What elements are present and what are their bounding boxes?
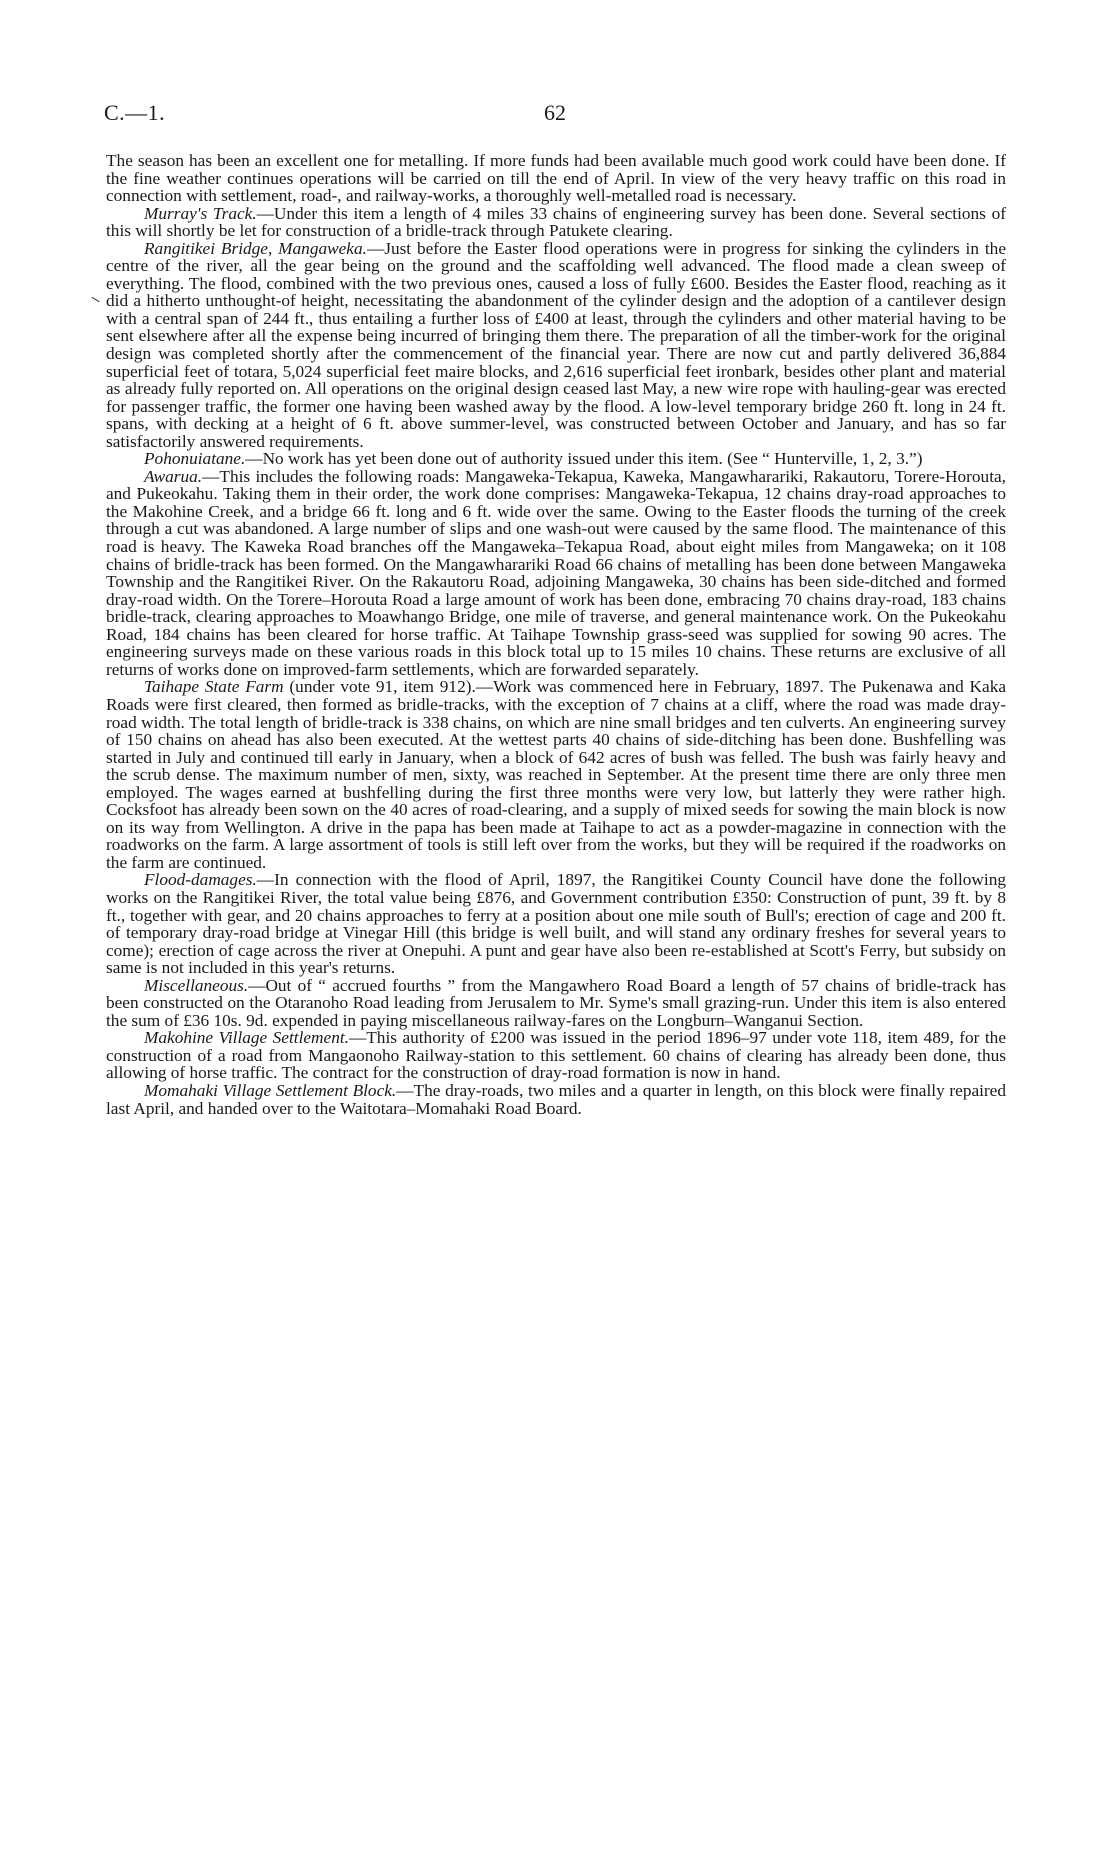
- paragraph-text: —Under this item a length of 4 miles 33 chains of engineering survey has been done. Several sections of this will shortly be let for construction of a bridle-track through Patukete clearing.: [106, 203, 1006, 241]
- paragraph-pohonuiatane: [106, 450, 1006, 468]
- paragraph-murrays-track: [106, 205, 1006, 240]
- paragraph-text: —In connection with the flood of April, 1897, the Rangitikei County Council have done the following works on the Rangitikei River, the total value being £876, and Government contribution £350: Construction of punt, 39 ft. by 8 ft., together with gear, and 20 chains approaches to ferry at a position about one mile south of Bull's; erection of cage and 200 ft. of temporary dray-road bridge at Vinegar Hill (this bridge is well built, and will stand any ordinary freshes for several years to come); erection of cage across the river at Onepuhi. A punt and gear have also been re-established at Scott's Ferry, but subsidy on same is not included in this year's returns.: [106, 870, 1006, 978]
- document-reference: C.—1.: [104, 100, 166, 125]
- paragraph-season-metalling: [106, 152, 1006, 205]
- paragraph-heading: Rangitikei Bridge, Mangaweka.: [144, 238, 367, 258]
- paragraph-heading: Miscellaneous.: [144, 975, 249, 995]
- paragraph-heading: Taihape State Farm: [144, 677, 284, 697]
- paragraph-text: —This includes the following roads: Mangaweka-Tekapua, Kaweka, Mangawharariki, Rakautoru, Torere-Horouta, and Pukeokahu. Taking them in their order, the work done comprises: Mangaweka-Tekapua, 12 chains dray-road approaches to the Makohine Creek, and a bridge 66 ft. long and 6 ft. wide over the same. Owing to the Easter floods the turning of the creek through a cut was abandoned. A large number of slips and one wash-out were caused by the same flood. The maintenance of this road is heavy. The Kaweka Road branches off the Mangaweka–Tekapua Road, about eight miles from Mangaweka; on it 108 chains of bridle-track has been formed. On the Mangawharariki Road 66 chains of metalling has been done between Mangaweka Township and the Rangitikei River. On the Rakautoru Road, adjoining Mangaweka, 30 chains has been side-ditched and formed dray-road width. On the Torere–Horouta Road a large amount of work has been done, embracing 70 chains dray-road, 183 chains bridle-track, clearing approaches to Moawhango Bridge, one mile of traverse, and general maintenance work. On the Pukeokahu Road, 184 chains has been cleared for horse traffic. At Taihape Township grass-seed was supplied for sowing 90 acres. The engineering surveys made on these various roads in this block total up to 15 miles 10 chains. These returns are exclusive of all returns of works done on improved-farm settlements, which are forwarded separately.: [106, 466, 1006, 679]
- paragraph-miscellaneous: [106, 977, 1006, 1030]
- paragraph-text: —No work has yet been done out of authority issued under this item. (See “ Hunterville, 1, 2, 3.”): [245, 449, 923, 469]
- paragraph-text: The season has been an excellent one for metalling. If more funds had been available much good work could have been done. If the fine weather continues operations will be carried on till the end of April. In view of the very heavy traffic on this road in connection with settlement, road-, and railway-works, a thoroughly well-metalled road is necessary.: [106, 151, 1006, 206]
- paragraph-rangitikei-bridge: [106, 240, 1006, 451]
- paragraph-heading: Pohonuiatane.: [144, 449, 246, 469]
- paragraph-momahaki-settlement: [106, 1082, 1006, 1117]
- paragraph-heading: Murray's Track.: [144, 203, 257, 223]
- paragraph-text: —Just before the Easter flood operations were in progress for sinking the cylinders in the centre of the river, all the gear being on the ground and the scaffolding well advanced. The flood made a clean sweep of everything. The flood, combined with the two previous ones, caused a loss of fully £600. Besides the Easter flood, reaching as it did a hitherto unthought-of height, necessitating the abandonment of the cylinder design and the adoption of a cantilever design with a central span of 244 ft., thus entailing a further loss of £400 at least, through the cylinders and other material having to be sent elsewhere after all the expense being incurred of bringing them there. The preparation of all the timber-work for the original design was completed shortly after the commencement of the financial year. There are now cut and partly delivered 36,884 superficial feet of totara, 5,024 superficial feet maire blocks, and 2,616 superficial feet ironbark, besides other plant and material as already fully reported on. All operations on the original design ceased last May, a new wire rope with hauling-gear was erected for passenger traffic, the former one having been washed away by the flood. A low-level temporary bridge 260 ft. long in 24 ft. spans, with decking at a height of 6 ft. above summer-level, was constructed between October and January, and has so far satisfactorily answered requirements.: [106, 238, 1006, 451]
- report-body: [106, 152, 1006, 1117]
- paragraph-heading: Awarua.: [144, 466, 203, 486]
- paragraph-awarua: [106, 468, 1006, 679]
- paragraph-heading: Makohine Village Settlement.: [144, 1028, 349, 1048]
- page-number: 62: [544, 100, 566, 125]
- paragraph-text: —Out of “ accrued fourths ” from the Mangawhero Road Board a length of 57 chains of bridle-track has been constructed on the Otaranoho Road leading from Jerusalem to Mr. Syme's small grazing-run. Under this item is also entered the sum of £36 10s. 9d. expended in paying miscellaneous railway-fares on the Longburn–Wanganui Section.: [106, 975, 1006, 1030]
- paragraph-makohine-settlement: [106, 1029, 1006, 1082]
- paragraph-heading: Momahaki Village Settlement Block.: [144, 1080, 397, 1100]
- paragraph-taihape-state-farm: [106, 678, 1006, 871]
- paragraph-text: —The dray-roads, two miles and a quarter in length, on this block were finally repaired last April, and handed over to the Waitotara–Momahaki Road Board.: [106, 1080, 1006, 1118]
- margin-mark: [91, 297, 99, 303]
- paragraph-heading: Flood-damages.: [144, 870, 257, 890]
- paragraph-text: —This authority of £200 was issued in the period 1896–97 under vote 118, item 489, for the construction of a road from Mangaonoho Railway-station to this settlement. 60 chains of clearing has already been done, thus allowing of horse traffic. The contract for the construction of dray-road formation is now in hand.: [106, 1028, 1006, 1083]
- paragraph-text: (under vote 91, item 912).—Work was commenced here in February, 1897. The Pukenawa and Kaka Roads were first cleared, then formed as bridle-tracks, with the exception of 7 chains at a cliff, where the road was made dray-road width. The total length of bridle-track is 338 chains, on which are nine small bridges and ten culverts. An engineering survey of 150 chains on ahead has also been executed. At the wettest parts 40 chains of side-ditching has been done. Bushfelling was started in July and continued till early in January, when a block of 642 acres of bush was felled. The bush was fairly heavy and the scrub dense. The maximum number of men, sixty, was reached in September. At the present time there are only three men employed. The wages earned at bushfelling during the first three months were very low, but latterly they were rather high. Cocksfoot has already been sown on the 40 acres of road-clearing, and a supply of mixed seeds for sowing the main block is now on its way from Wellington. A drive in the papa has been made at Taihape to act as a powder-magazine in connection with the roadworks on the farm. A large assortment of tools is still left over from the works, but they will be required if the roadworks on the farm are continued.: [106, 677, 1007, 872]
- paragraph-flood-damages: [106, 871, 1006, 976]
